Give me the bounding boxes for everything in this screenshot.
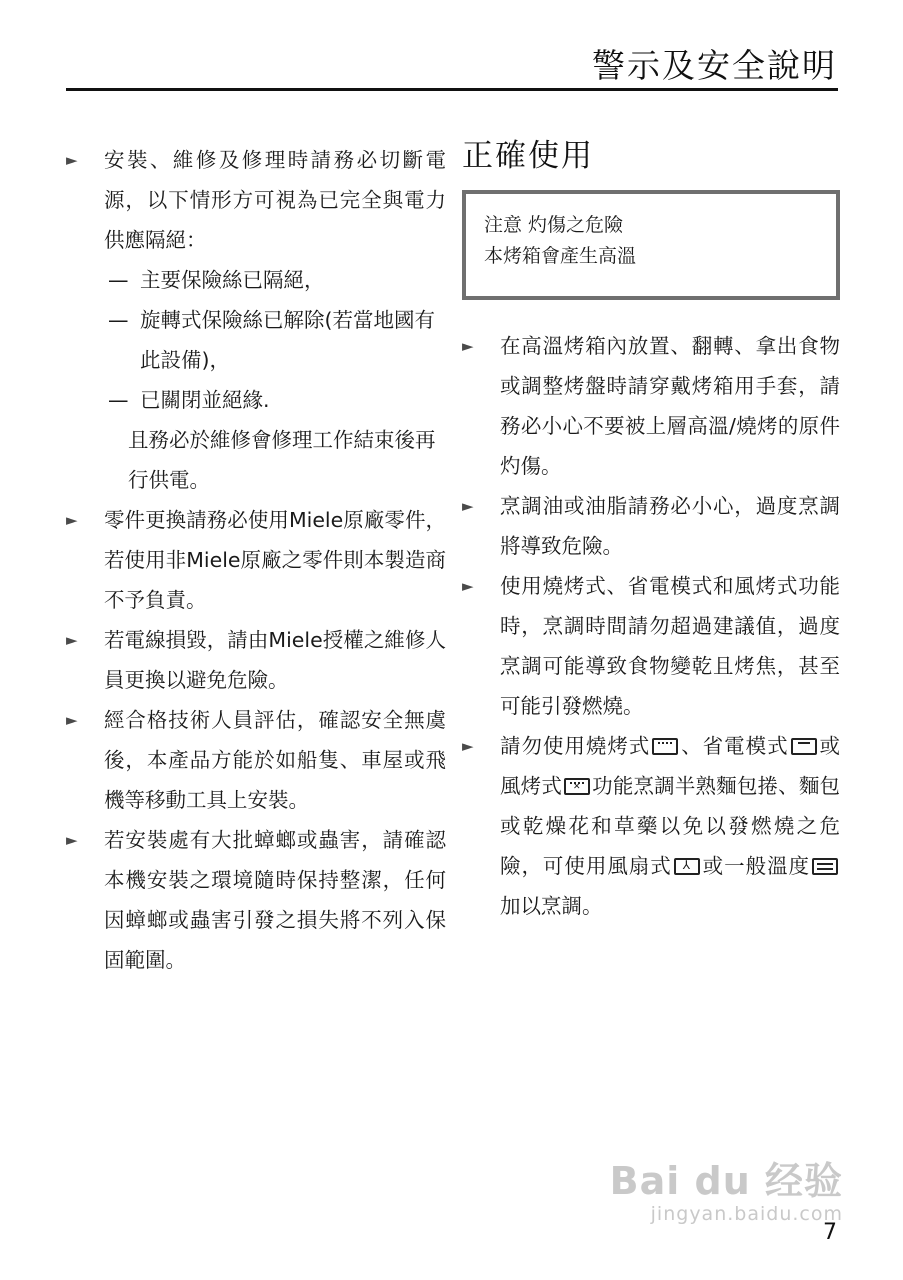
list-item-text: 若電線損毀，請由Miele授權之維修人員更換以避免危險。 [104,628,446,692]
section-title: 正確使用 [462,138,594,174]
sub-list-item-text: 主要保險絲已隔絕， [140,268,325,292]
list-item-text: 零件更換請務必使用Miele原廠零件，若使用非Miele原廠之零件則本製造商不予負責。 [104,508,446,612]
bullet-arrow-icon: ► [66,631,78,649]
watermark-url: jingyan.baidu.com [650,1203,843,1225]
warning-box [462,190,840,300]
list-item [462,566,840,726]
page-number: 7 [823,1220,837,1245]
list-item-text [500,726,840,926]
watermark-logo: Bai du 经验 [609,1159,843,1203]
list-item-text: 若安裝處有大批蟑螂或蟲害，請確認本機安裝之環境隨時保持整潔，任何因蟑螂或蟲害引發之損失將不列入保固範圍。 [104,828,446,972]
list-note: 且務必於維修會修理工作結束後再行供電。 [128,428,436,492]
dash-marker: — [108,308,129,332]
bullet-arrow-icon: ► [66,511,78,529]
text-segment: 加以烹調。 [500,894,603,918]
text-segment: 、省電模式 [680,734,789,758]
text-segment: 請勿使用燒烤式 [500,734,651,758]
list-item-text: 安裝、維修及修理時請務必切斷電源，以下情形方可視為已完全與電力供應隔絕： [104,148,446,252]
text-segment: 或風烤式 [500,734,841,798]
header-divider [66,88,838,91]
text-segment: 功能烹調半熟麵包捲、麵包或乾燥花和草藥以免以發燃燒之危險，可使用風扇式 [500,774,840,878]
watermark [610,1160,843,1226]
bullet-arrow-icon: ► [462,337,474,355]
bullet-arrow-icon: ► [66,711,78,729]
fan-icon [674,858,700,875]
conventional-heat-icon [812,858,838,875]
left-column [66,140,446,980]
sub-list-item [66,380,446,420]
list-item-text: 在高溫烤箱內放置、翻轉、拿出食物或調整烤盤時請穿戴烤箱用手套，請務必小心不要被上層高溫/燒烤的原件灼傷。 [500,334,840,478]
sub-list-item-text: 旋轉式保險絲已解除(若當地國有此設備)， [140,308,435,372]
sub-list-item-text: 已關閉並絕緣. [140,388,270,412]
list-item-text: 烹調油或油脂請務必小心，過度烹調將導致危險。 [500,494,840,558]
dash-marker: — [108,268,129,292]
bullet-arrow-icon: ► [462,737,474,755]
eco-mode-icon [791,738,817,755]
right-column [462,140,840,926]
list-item [66,700,446,820]
list-item [66,620,446,700]
list-item [462,326,840,486]
list-item [66,820,446,980]
list-item-text: 使用燒烤式、省電模式和風烤式功能時，烹調時間請勿超過建議值，過度烹調可能導致食物變乾且烤焦，甚至可能引發燃燒。 [500,574,840,718]
sub-list-item [66,260,446,300]
page-title: 警示及安全說明 [592,46,837,85]
bullet-arrow-icon: ► [462,497,474,515]
bullet-arrow-icon: ► [462,577,474,595]
list-item [66,500,446,620]
fan-grill-icon [564,778,590,795]
warning-heading: 注意 灼傷之危險 [484,214,624,236]
bullet-arrow-icon: ► [66,831,78,849]
grill-icon [652,738,678,755]
dash-marker: — [108,388,129,412]
warning-text: 本烤箱會產生高溫 [484,245,637,267]
list-item [462,486,840,566]
list-item [462,726,840,926]
sub-list-item [66,300,446,380]
list-item [66,140,446,260]
text-segment: 或一般溫度 [701,854,811,878]
bullet-arrow-icon: ► [66,151,78,169]
list-item-text: 經合格技術人員評估，確認安全無虞後，本產品方能於如船隻、車屋或飛機等移動工具上安裝。 [104,708,446,812]
